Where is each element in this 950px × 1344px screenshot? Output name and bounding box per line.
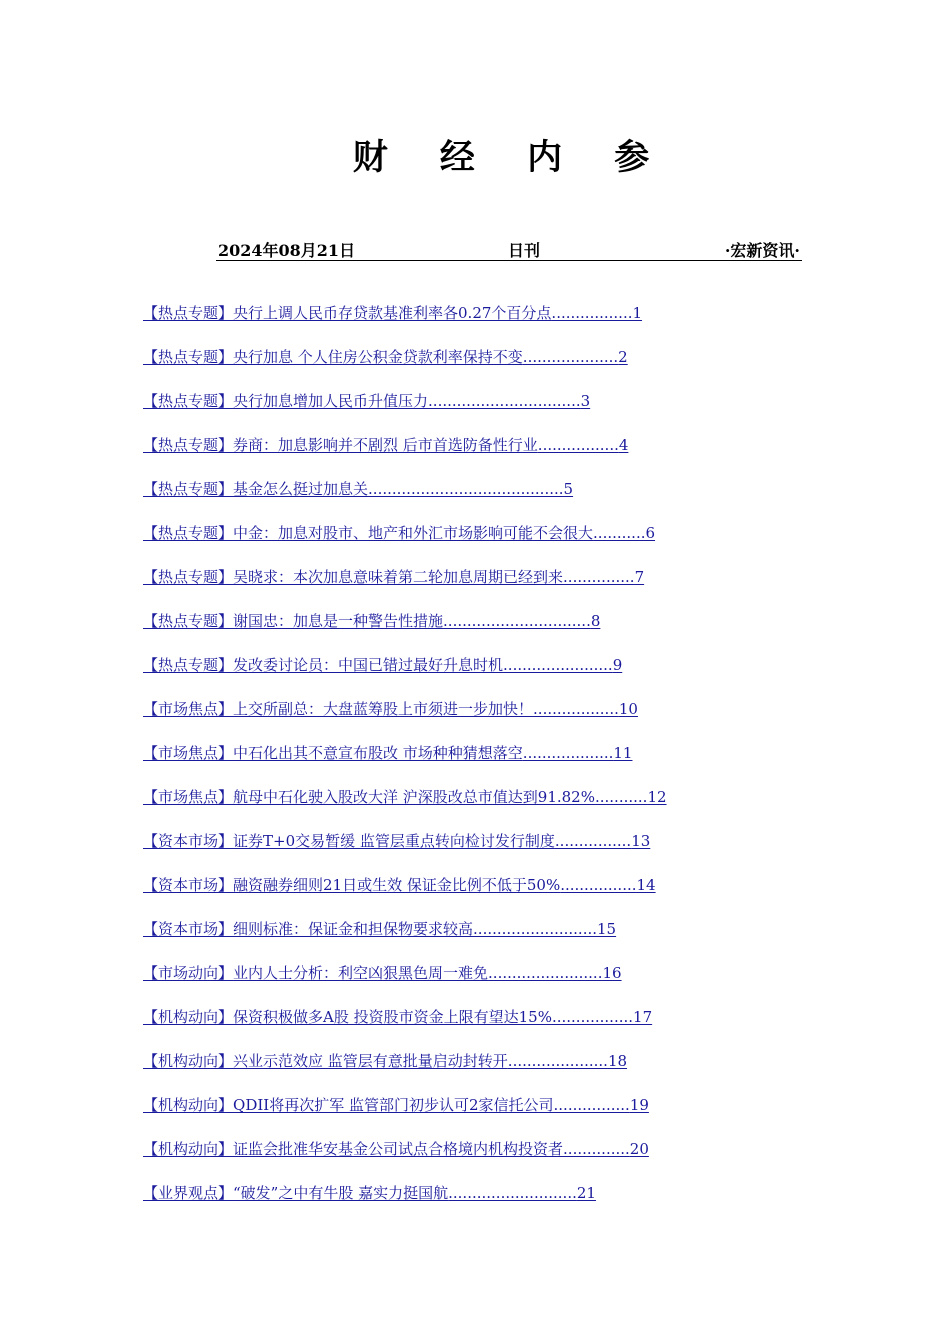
- toc-entry-category: 【热点专题】: [143, 348, 234, 366]
- toc-entry-link[interactable]: [143, 700, 638, 718]
- toc-entry-title: 中金：加息对股市、地产和外汇市场影响可能不会很大: [233, 524, 594, 542]
- toc-entry: [143, 652, 783, 696]
- toc-entry-link[interactable]: [143, 1008, 652, 1026]
- toc-entry: [143, 960, 783, 1004]
- toc-entry-category: 【机构动向】: [143, 1096, 234, 1114]
- toc-entry-leader: ................: [560, 876, 637, 894]
- toc-entry-page-number: 18: [607, 1052, 628, 1070]
- toc-entry-leader: ...........: [593, 524, 646, 542]
- toc-entry-leader: ..............: [563, 1140, 630, 1158]
- toc-entry-link[interactable]: [143, 348, 628, 366]
- toc-entry-page-number: 19: [629, 1096, 649, 1114]
- toc-entry-leader: .................: [537, 436, 619, 454]
- toc-entry-link[interactable]: [143, 656, 622, 674]
- toc-entry-page-number: 7: [634, 568, 645, 586]
- toc-entry-category: 【市场动向】: [143, 964, 234, 982]
- toc-entry-page-number: 3: [580, 392, 591, 410]
- toc-entry-title: 融资融券细则21日或生效 保证金比例不低于50%: [233, 876, 561, 894]
- toc-entry-link[interactable]: [143, 744, 632, 762]
- toc-entry-title: 业内人士分析：利空凶狠黑色周一难免: [233, 964, 489, 982]
- toc-entry-leader: ....................: [522, 348, 619, 366]
- toc-entry-leader: .................: [551, 1008, 634, 1026]
- page-title: 财 经 内 参: [352, 137, 670, 178]
- toc-entry-category: 【热点专题】: [143, 436, 234, 454]
- toc-entry-page-number: 21: [576, 1184, 596, 1202]
- toc-entry-link[interactable]: [143, 832, 650, 850]
- toc-entry: [143, 564, 783, 608]
- toc-entry-link[interactable]: [143, 788, 667, 806]
- toc-entry-link[interactable]: [143, 1052, 627, 1070]
- toc-entry: [143, 608, 783, 652]
- toc-entry-leader: ................: [554, 832, 632, 850]
- toc-entry-page-number: 10: [618, 700, 638, 718]
- toc-entry: [143, 1004, 783, 1048]
- toc-entry-link[interactable]: [143, 1096, 649, 1114]
- toc-entry-title: 央行加息增加人民币升值压力: [233, 392, 429, 410]
- toc-entry-category: 【机构动向】: [143, 1140, 234, 1158]
- toc-entry-link[interactable]: [143, 1184, 596, 1202]
- toc-entry-leader: ................: [553, 1096, 630, 1114]
- toc-entry: [143, 1048, 783, 1092]
- toc-entry-leader: ...................: [522, 744, 614, 762]
- toc-entry-leader: .......................: [503, 656, 613, 674]
- toc-entry-leader: .....................: [507, 1052, 608, 1070]
- toc-entry-category: 【资本市场】: [143, 920, 234, 938]
- toc-entry: [143, 740, 783, 784]
- toc-entry: [143, 1092, 783, 1136]
- toc-entry-category: 【业界观点】: [143, 1184, 234, 1202]
- toc-entry-category: 【机构动向】: [143, 1052, 234, 1070]
- toc-entry-category: 【市场焦点】: [143, 744, 234, 762]
- toc-entry-page-number: 5: [563, 480, 574, 498]
- toc-entry-link[interactable]: [143, 568, 644, 586]
- toc-entry: [143, 872, 783, 916]
- toc-entry: [143, 432, 783, 476]
- toc-entry-category: 【热点专题】: [143, 656, 234, 674]
- toc-entry-category: 【机构动向】: [143, 1008, 234, 1026]
- toc-entry: [143, 828, 783, 872]
- toc-entry: [143, 300, 783, 344]
- toc-entry-category: 【热点专题】: [143, 304, 234, 322]
- toc-entry-leader: ...............................: [443, 612, 591, 630]
- toc-entry: [143, 696, 783, 740]
- toc-entry-link[interactable]: [143, 876, 656, 894]
- toc-entry-leader: ..................: [533, 700, 619, 718]
- issue-header: [216, 234, 802, 261]
- toc-entry-leader: ...........................: [448, 1184, 577, 1202]
- toc-entry-title: “破发”之中有牛股 嘉实力挺国航: [233, 1184, 449, 1202]
- issue-type: 日刊: [508, 241, 541, 260]
- toc-entry-title: 券商：加息影响并不剧烈 后市首选防备性行业: [233, 436, 538, 454]
- toc-entry: [143, 1136, 783, 1180]
- issue-source: ·宏新资讯·: [724, 241, 800, 260]
- toc-entry-page-number: 11: [613, 744, 633, 762]
- toc-entry-page-number: 4: [618, 436, 629, 454]
- toc-entry-page-number: 2: [618, 348, 628, 366]
- toc-entry-title: 证监会批准华安基金公司试点合格境内机构投资者: [233, 1140, 564, 1158]
- toc-entry-title: 央行加息 个人住房公积金贷款利率保持不变: [233, 348, 523, 366]
- toc-entry-title: 细则标准：保证金和担保物要求较高: [233, 920, 474, 938]
- toc-entry-link[interactable]: [143, 524, 655, 542]
- toc-entry-title: QDII将再次扩军 监管部门初步认可2家信托公司: [233, 1096, 554, 1114]
- toc-entry-link[interactable]: [143, 920, 616, 938]
- toc-entry-title: 央行上调人民币存贷款基准利率各0.27个百分点: [233, 304, 552, 322]
- toc-entry-page-number: 1: [632, 304, 643, 322]
- toc-entry-leader: ................................: [428, 392, 581, 410]
- toc-entry-category: 【热点专题】: [143, 568, 234, 586]
- toc-entry: [143, 1180, 783, 1224]
- toc-entry: [143, 388, 783, 432]
- toc-entry-page-number: 16: [602, 964, 622, 982]
- toc-entry-category: 【热点专题】: [143, 524, 234, 542]
- toc-entry-page-number: 12: [647, 788, 667, 806]
- toc-entry-link[interactable]: [143, 304, 642, 322]
- toc-entry-leader: ...............: [563, 568, 635, 586]
- toc-entry-leader: ..........................: [473, 920, 598, 938]
- toc-entry-title: 保资积极做多A股 投资股市资金上限有望达15%: [233, 1008, 552, 1026]
- toc-entry-title: 上交所副总：大盘蓝筹股上市须进一步加快！: [233, 700, 534, 718]
- toc-entry-title: 兴业示范效应 监管层有意批量启动封转开: [233, 1052, 508, 1070]
- toc-entry: [143, 916, 783, 960]
- toc-entry: [143, 520, 783, 564]
- toc-entry: [143, 344, 783, 388]
- toc-entry-category: 【热点专题】: [143, 480, 234, 498]
- issue-date: 2024年08月21日: [218, 241, 356, 260]
- toc-entry-category: 【热点专题】: [143, 392, 234, 410]
- toc-entry-page-number: 17: [633, 1008, 653, 1026]
- toc-entry-page-number: 8: [590, 612, 601, 630]
- toc-entry-leader: ...........: [594, 788, 648, 806]
- toc-entry-title: 基金怎么挺过加息关: [233, 480, 369, 498]
- toc-entry-link[interactable]: [143, 964, 622, 982]
- toc-entry-leader: ........................: [488, 964, 603, 982]
- toc-entry-link[interactable]: [143, 436, 628, 454]
- toc-entry-category: 【资本市场】: [143, 876, 234, 894]
- toc-entry-link[interactable]: [143, 612, 600, 630]
- toc-entry-category: 【热点专题】: [143, 612, 234, 630]
- toc-entry-link[interactable]: [143, 1140, 649, 1158]
- table-of-contents: [143, 300, 783, 1224]
- toc-entry-page-number: 15: [597, 920, 617, 938]
- toc-entry-link[interactable]: [143, 392, 590, 410]
- toc-entry-page-number: 9: [612, 656, 623, 674]
- toc-entry-title: 航母中石化驶入股改大洋 沪深股改总市值达到91.82%: [233, 788, 595, 806]
- toc-entry-category: 【市场焦点】: [143, 700, 234, 718]
- toc-entry-page-number: 20: [629, 1140, 649, 1158]
- toc-entry-title: 发改委讨论员：中国已错过最好升息时机: [233, 656, 504, 674]
- toc-entry-leader: .........................................: [368, 480, 564, 498]
- toc-entry-category: 【资本市场】: [143, 832, 234, 850]
- toc-entry: [143, 476, 783, 520]
- toc-entry-link[interactable]: [143, 480, 573, 498]
- toc-entry-category: 【市场焦点】: [143, 788, 234, 806]
- toc-entry-title: 中石化出其不意宣布股改 市场种种猜想落空: [233, 744, 523, 762]
- toc-entry-title: 谢国忠：加息是一种警告性措施: [233, 612, 444, 630]
- toc-entry-page-number: 6: [645, 524, 656, 542]
- toc-entry-leader: .................: [551, 304, 633, 322]
- toc-entry-title: 证券T+0交易暂缓 监管层重点转向检讨发行制度: [233, 832, 555, 850]
- toc-entry-title: 吴晓求：本次加息意味着第二轮加息周期已经到来: [233, 568, 564, 586]
- toc-entry-page-number: 13: [631, 832, 651, 850]
- toc-entry: [143, 784, 783, 828]
- toc-entry-page-number: 14: [636, 876, 656, 894]
